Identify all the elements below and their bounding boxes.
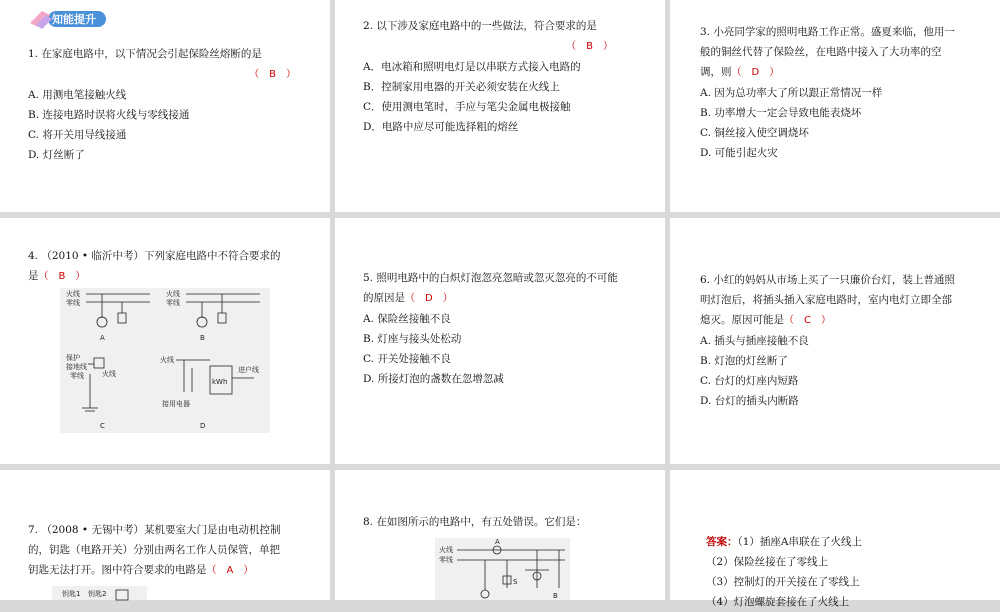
question-stem: 3. 小亮同学家的照明电路工作正常。盛夏来临，他用一 [700,26,955,38]
option-b: B. 连接电路时误将火线与零线接通 [28,109,190,121]
option-a: A. 插头与插座接触不良 [700,335,809,347]
answer-item-3: （3）控制灯的开关接在了零线上 [706,576,860,588]
answer-item-4: （4）灯泡螺旋套接在了火线上 [706,596,850,608]
answer-label: （ B ） [566,41,613,52]
slide-q7[interactable] [0,470,330,600]
question-stem: 的原因是 [363,292,405,304]
question-stem: 钥匙无法打开。图中符合要求的电路是 [28,564,207,576]
circuit-figure [52,586,147,600]
label-live: 火线 [160,356,174,364]
label-zero: 零线 [70,372,84,380]
question-stem: 1. 在家庭电路中，以下情况会引起保险丝熔断的是 [28,48,262,60]
slide-q5[interactable] [335,218,665,464]
question-stem: 般的铜丝代替了保险丝，在电路中接入了大功率的空 [700,46,942,58]
answer-label: （ C ） [784,315,831,326]
question-stem: 是 [28,270,39,282]
label-neutral: 零线 [439,556,453,564]
option-d: D．电路中应尽可能选择粗的熔丝 [363,121,519,133]
label-d: D [200,422,206,430]
slide-q6[interactable] [670,218,1000,464]
question-stem: 4. （2010 • 临沂中考）下列家庭电路中不符合要求的 [28,250,281,262]
slide-q1[interactable] [0,0,330,212]
option-c: C. 台灯的灯座内短路 [700,375,799,387]
label-key1: 钥匙1 [62,590,81,598]
slide-q8-answers[interactable] [670,470,1000,608]
question-stem: 2. 以下涉及家庭电路中的一些做法，符合要求的是 [363,20,597,32]
question-stem: 明灯泡后，将插头插入家庭电路时，室内电灯立即全部 [700,294,952,306]
answer-label: （ A ） [206,565,254,576]
label-neutral: 零线 [166,299,180,307]
label-live: 火线 [166,290,180,298]
option-c: C. 将开关用导线接通 [28,129,127,141]
label-live: 火线 [66,290,80,298]
question-stem: 调，则 [700,66,732,78]
question-stem: 5. 照明电路中的白炽灯泡忽亮忽暗或忽灭忽亮的不可能 [363,272,618,284]
answer-label: （ D ） [405,293,453,304]
question-stem: 8. 在如图所示的电路中，有五处错误。它们是： [363,516,587,528]
option-d: D. 可能引起火灾 [700,147,778,159]
question-stem: 的，钥匙（电路开关）分别由两名工作人员保管，单把 [28,544,280,556]
label-key2: 钥匙2 [88,590,107,598]
circuit-figure [60,288,270,433]
option-a: A. 因为总功率大了所以跟正常情况一样 [700,87,883,99]
label-b: B [200,334,205,342]
label-neutral: 零线 [66,299,80,307]
answer-item-1: （1）插座A串联在了火线上 [737,536,863,548]
answer-item-2: （2）保险丝接在了零线上 [706,556,829,568]
option-a: A. 保险丝接触不良 [363,313,451,325]
option-a: A．电冰箱和照明电灯是以串联方式接入电路的 [363,61,581,73]
option-c: C. 铜丝接入使空调烧坏 [700,127,809,139]
slide-q8[interactable] [335,470,665,600]
label-protect: 保护 [66,354,80,362]
slide-q4[interactable] [0,218,330,464]
answer-label: （ B ） [38,271,86,282]
label-appliance: 接用电器 [162,400,190,408]
option-d: D. 台灯的插头内断路 [700,395,799,407]
label-ground: 接地线 [66,363,87,371]
label-meter: kWh [212,378,228,386]
answer-label: （ D ） [731,67,780,78]
question-stem: 6. 小红的妈妈从市场上买了一只廉价台灯，装上普通照 [700,274,955,286]
label-a: A [100,334,105,342]
option-b: B. 功率增大一定会导致电能表烧坏 [700,107,862,119]
label-b: B [553,592,558,600]
label-s: S [513,578,518,586]
slide-q2[interactable] [335,0,665,212]
option-c: C．使用测电笔时，手应与笔尖金属电极接触 [363,101,571,113]
option-b: B．控制家用电器的开关必须安装在火线上 [363,81,560,93]
option-b: B. 灯泡的灯丝断了 [700,355,788,367]
option-d: D. 所接灯泡的盏数在忽增忽减 [363,373,504,385]
option-a: A. 用测电笔接触火线 [28,89,127,101]
slide-q3[interactable] [670,0,1000,212]
circuit-figure [435,538,570,600]
question-stem: 熄灭。原因可能是 [700,314,784,326]
label-c: C [100,422,105,430]
option-d: D. 灯丝断了 [28,149,85,161]
answer-key-label: 答案： [706,536,738,548]
option-b: B. 灯座与接头处松动 [363,333,462,345]
label-live: 火线 [102,370,116,378]
label-incoming: 进户线 [238,366,259,374]
option-c: C. 开关处接触不良 [363,353,451,365]
badge-label: 知能提升 [52,13,96,26]
label-live: 火线 [439,546,453,554]
question-stem: 7. （2008 • 无锡中考）某机要室大门是由电动机控制 [28,524,281,536]
label-a: A [495,538,500,546]
answer-label: （ B ） [249,69,296,80]
